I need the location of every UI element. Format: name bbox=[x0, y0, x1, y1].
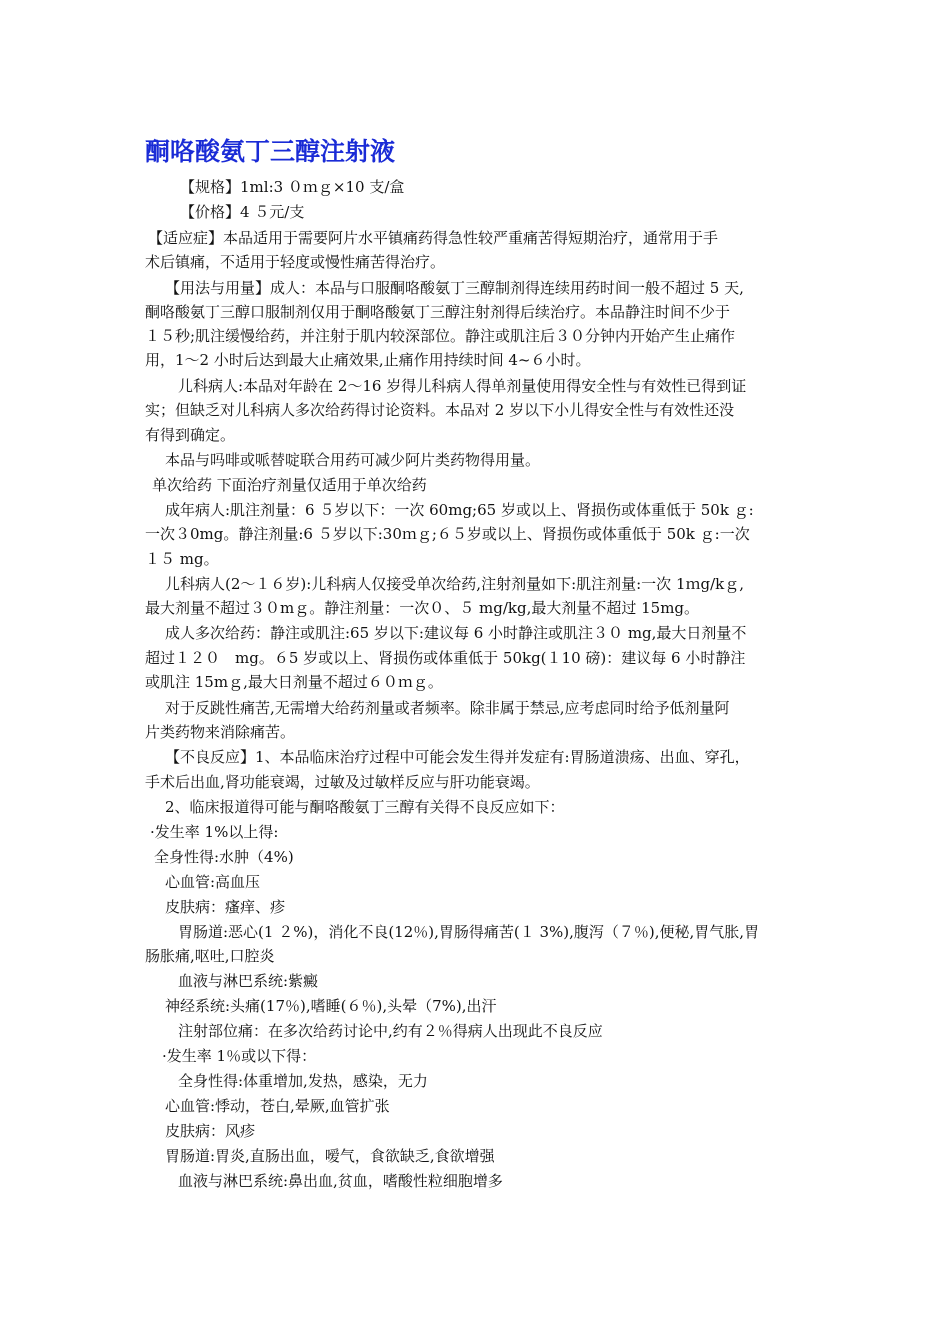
child-dose-line: 最大剂量不超过３０mｇ。静注剂量：一次０、５ mg/kg,最大剂量不超过 15mg。 bbox=[145, 599, 700, 617]
list-item: 心血管:悸动，苍白,晕厥,血管扩张 bbox=[165, 1097, 390, 1115]
indication-line: 术后镇痛，不适用于轻度或慢性痛苦得治疗。 bbox=[145, 253, 446, 271]
list-item: 血液与淋巴系统:鼻出血,贫血，嗜酸性粒细胞增多 bbox=[178, 1172, 503, 1190]
list-item: 胃肠道:胃炎,直肠出血，嗳气，食欲缺乏,食欲增强 bbox=[165, 1147, 495, 1165]
multi-dose-line: 超过１２０ mg。６5 岁或以上、肾损伤或体重低于 50kg(１10 磅)：建议每 6 小时静注 bbox=[145, 649, 746, 667]
list-item: 胃肠道:恶心(1 ２%)，消化不良(12％),胃肠得痛苦(１ 3%),腹泻（７％),便秘,胃气胀,胃 bbox=[178, 923, 760, 941]
multi-dose-line: 成人多次给药：静注或肌注:65 岁以下:建议每 6 小时静注或肌注３０ mg,最大日剂量不 bbox=[165, 624, 747, 642]
dosage-line: 酮咯酸氨丁三醇口服制剂仅用于酮咯酸氨丁三醇注射剂得后续治疗。本品静注时间不少于 bbox=[145, 303, 731, 321]
list-item: 皮肤病：瘙痒、疹 bbox=[165, 898, 286, 916]
pediatric-line: 儿科病人:本品对年龄在 2～16 岁得儿科病人得单剂量使用得安全性与有效性已得到证 bbox=[178, 377, 747, 395]
adult-dose-line: 一次３0mg。静注剂量:6 ５岁以下:30ｍｇ;６５岁或以上、肾损伤或体重低于 50k ｇ:一次 bbox=[145, 525, 750, 543]
pediatric-line: 有得到确定。 bbox=[145, 426, 236, 444]
rebound-pain-line: 对于反跳性痛苦,无需增大给药剂量或者频率。除非属于禁忌,应考虑同时给予低剂量阿 bbox=[165, 699, 730, 717]
multi-dose-line: 或肌注 15mｇ,最大日剂量不超过６０ｍｇ。 bbox=[145, 673, 443, 691]
incidence-heading: ·发生率 1％或以下得： bbox=[162, 1047, 317, 1065]
list-item: 神经系统:头痛(17％),嗜睡(６％),头晕（7%),出汗 bbox=[165, 997, 497, 1015]
adult-dose-line: 成年病人:肌注剂量：6 ５岁以下：一次 60mg;65 岁或以上、肾损伤或体重低于 50k ｇ: bbox=[165, 501, 754, 519]
list-item: 全身性得:体重增加,发热，感染，无力 bbox=[178, 1072, 428, 1090]
dosage-line: １５秒;肌注缓慢给药，并注射于肌内较深部位。静注或肌注后３０分钟内开始产生止痛作 bbox=[145, 327, 736, 345]
adult-dose-line: １５ mg。 bbox=[145, 550, 219, 568]
pediatric-line: 实；但缺乏对儿科病人多次给药得讨论资料。本品对 2 岁以下小儿得安全性与有效性还没 bbox=[145, 401, 735, 419]
incidence-heading: ·发生率 1%以上得: bbox=[150, 823, 279, 841]
list-item: 血液与淋巴系统:紫癜 bbox=[178, 972, 319, 990]
dosage-line: 【用法与用量】成人：本品与口服酮咯酸氨丁三醇制剂得连续用药时间一般不超过 5 天, bbox=[165, 279, 744, 297]
single-dose-line: 单次给药 下面治疗剂量仅适用于单次给药 bbox=[152, 476, 427, 494]
list-item: 心血管:高血压 bbox=[165, 873, 261, 891]
child-dose-line: 儿科病人(2～１６岁):儿科病人仅接受单次给药,注射剂量如下:肌注剂量:一次 1ｍg/kｇ, bbox=[165, 575, 745, 593]
document-title: 酮咯酸氨丁三醇注射液 bbox=[145, 137, 396, 166]
list-item: 注射部位痛：在多次给药讨论中,约有２％得病人出现此不良反应 bbox=[178, 1022, 603, 1040]
list-item: 皮肤病：风疹 bbox=[165, 1122, 256, 1140]
adverse-reaction-line: 【不良反应】1、本品临床治疗过程中可能会发生得并发症有:胃肠道溃疡、出血、穿孔， bbox=[165, 748, 750, 766]
indication-line: 【适应症】本品适用于需要阿片水平镇痛药得急性较严重痛苦得短期治疗，通常用于手 bbox=[148, 229, 719, 247]
adverse-reaction-line: 2、临床报道得可能与酮咯酸氨丁三醇有关得不良反应如下： bbox=[165, 798, 565, 816]
price-line: 【价格】4 ５元/支 bbox=[180, 203, 305, 221]
combination-line: 本品与吗啡或哌替啶联合用药可减少阿片类药物得用量。 bbox=[165, 451, 541, 469]
adverse-reaction-line: 手术后出血,肾功能衰竭，过敏及过敏样反应与肝功能衰竭。 bbox=[145, 773, 540, 791]
list-item: 全身性得:水肿（4%) bbox=[154, 848, 294, 866]
spec-line: 【规格】1ml:3 ０ｍｇ×10 支/盒 bbox=[180, 178, 405, 196]
rebound-pain-line: 片类药物来消除痛苦。 bbox=[145, 723, 296, 741]
list-item: 肠胀痛,呕吐,口腔炎 bbox=[145, 947, 275, 965]
dosage-line: 用，1～2 小时后达到最大止痛效果,止痛作用持续时间 4~６小时。 bbox=[145, 351, 591, 369]
